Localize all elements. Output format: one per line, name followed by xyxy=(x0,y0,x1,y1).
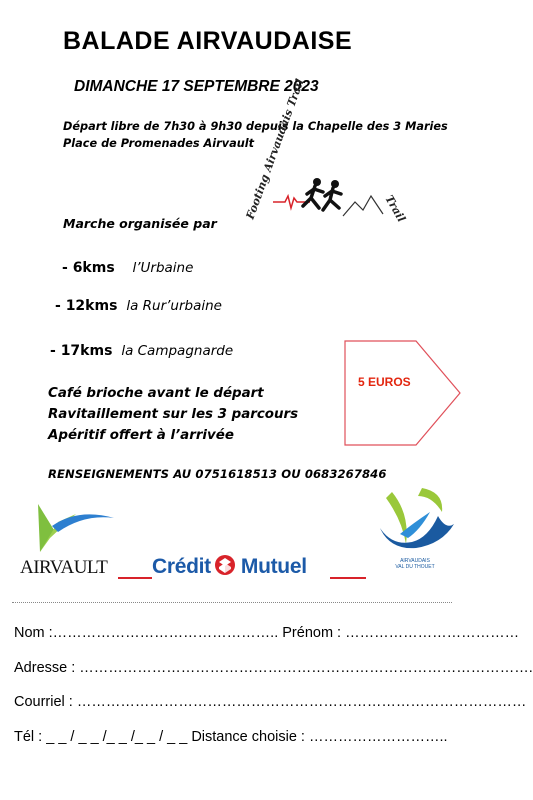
arrow-shape-icon xyxy=(344,340,462,446)
price-label: 5 EUROS xyxy=(358,375,411,389)
credit-mutuel-logo xyxy=(152,554,307,582)
route-item xyxy=(55,298,222,314)
footing-trail-logo xyxy=(235,77,408,228)
extra-item: Apéritif offert à l’arrivée xyxy=(48,428,234,443)
departure-line-1: Départ libre de 7h30 à 9h30 depuis la Chapelle des 3 Maries xyxy=(63,120,448,133)
logo-trail-word: Trail xyxy=(382,193,408,225)
extra-item: Café brioche avant le départ xyxy=(48,386,264,401)
community-name-line-1: AIRVAUDAIS xyxy=(400,558,430,564)
contact-info: RENSEIGNEMENTS AU 0751618513 OU 0683267846 xyxy=(48,467,387,481)
airvault-logo xyxy=(18,500,118,560)
credit-mutuel-part1: Crédit xyxy=(152,555,211,578)
form-courriel[interactable]: Courriel : ………………………………………………………………………………… xyxy=(14,694,527,710)
runner-body-2 xyxy=(323,188,341,210)
route-bullet: - xyxy=(50,343,61,359)
runner-body-1 xyxy=(303,186,323,208)
mountain-line xyxy=(343,196,383,216)
route-bullet: - xyxy=(62,260,73,276)
route-bullet: - xyxy=(55,298,66,314)
extra-item: Ravitaillement sur les 3 parcours xyxy=(48,407,299,422)
price-arrow xyxy=(344,340,462,446)
logo-lettering: Footing Airvaudais Trail xyxy=(243,77,307,222)
airvault-wordmark: AIRVAULT xyxy=(20,557,108,578)
route-item xyxy=(62,260,193,276)
flyer-title: BALADE AIRVAUDAISE xyxy=(63,27,353,55)
form-tel-distance[interactable]: Tél : _ _ / _ _ /_ _ /_ _ / _ _ Distance choisie : ……………………….. xyxy=(14,729,448,745)
route-distance: 12kms xyxy=(65,298,118,314)
route-distance: 6kms xyxy=(72,260,115,276)
credit-mutuel-left-line xyxy=(118,577,152,579)
community-logo xyxy=(372,484,458,580)
route-item xyxy=(50,343,233,359)
form-nom-prenom[interactable]: Nom :……………………………………….. Prénom : ……………………………… xyxy=(14,625,520,641)
credit-mutuel-right-line xyxy=(330,577,366,579)
runner-logo-icon xyxy=(235,77,408,228)
credit-mutuel-part2: Mutuel xyxy=(240,555,307,578)
cut-separator xyxy=(12,602,452,603)
route-distance: 17kms xyxy=(60,343,113,359)
organizer-label: Marche organisée par xyxy=(63,216,217,231)
community-name-line-2: VAL DU THOUET xyxy=(395,564,435,570)
airvault-emblem-icon xyxy=(18,500,118,560)
community-emblem-icon xyxy=(372,484,458,554)
route-name: l’Urbaine xyxy=(132,260,194,276)
route-name: la Rur’urbaine xyxy=(126,298,222,314)
form-adresse[interactable]: Adresse : …………………………………………………………………………………. xyxy=(14,660,533,676)
credit-mutuel-emblem-icon xyxy=(213,554,237,582)
route-name: la Campagnarde xyxy=(121,343,234,359)
event-date: DIMANCHE 17 SEPTEMBRE 2023 xyxy=(74,78,319,95)
departure-line-2: Place de Promenades Airvault xyxy=(63,137,255,150)
